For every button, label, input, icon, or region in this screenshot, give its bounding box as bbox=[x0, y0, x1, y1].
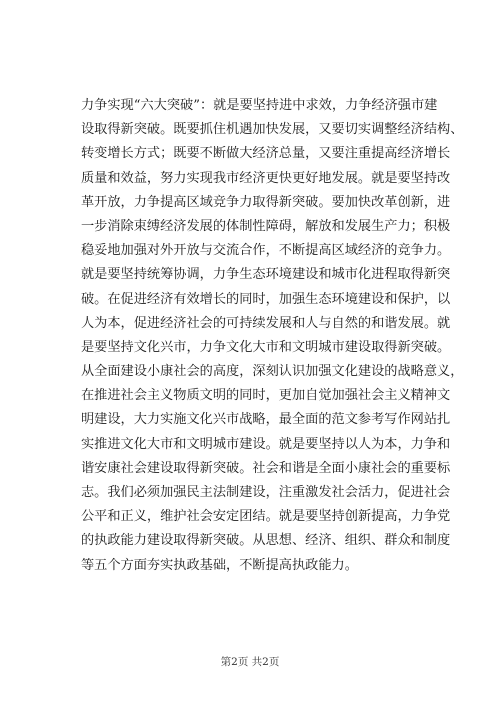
text-line: 革开放，力争提高区域竞争力取得新突破。要加快改革创新，进 bbox=[81, 194, 451, 210]
text-line: 人为本，促进经济社会的可持续发展和人与自然的和谐发展。就 bbox=[81, 315, 451, 331]
text-line-last: 等五个方面夯实执政基础，不断提高执政能力。 bbox=[81, 557, 358, 573]
text-line: 明建设，大力实施文化兴市战略，最全面的范文参考写作网站扎 bbox=[81, 412, 451, 428]
text-line: 破。在促进经济有效增长的同时，加强生态环境建设和保护，以 bbox=[81, 291, 451, 307]
text-line: 从全面建设小康社会的高度，深刻认识加强文化建设的战略意义， bbox=[81, 364, 464, 380]
text-line: 转变增长方式；既要不断做大经济总量，又要注重提高经济增长 bbox=[81, 146, 451, 162]
page-number-footer: 第2页 共2页 bbox=[220, 656, 280, 668]
text-line: 志。我们必须加强民主法制建设，注重激发社会活力，促进社会 bbox=[81, 485, 451, 500]
text-line: 的执政能力建设取得新突破。从思想、经济、组织、群众和制度 bbox=[81, 533, 451, 549]
text-line: 实推进文化大市和文明城市建设。就是要坚持以人为本，力争和 bbox=[81, 436, 451, 452]
text-line: 是要坚持文化兴市，力争文化大市和文明城市建设取得新突破。 bbox=[81, 339, 451, 355]
text-line: 力争实现“六大突破”：就是要坚持进中求效，力争经济强市建 bbox=[81, 98, 438, 113]
text-line: 谐安康社会建设取得新突破。社会和谐是全面小康社会的重要标 bbox=[81, 460, 451, 476]
text-line: 质量和效益，努力实现我市经济更快更好地发展。就是要坚持改 bbox=[81, 170, 451, 186]
text-line: 公平和正义，维护社会安定团结。就是要坚持创新提高，力争党 bbox=[81, 509, 451, 525]
text-line: 设取得新突破。既要抓住机遇加快发展，又要切实调整经济结构、 bbox=[81, 122, 464, 138]
text-line: 在推进社会主义物质文明的同时，更加自觉加强社会主义精神文 bbox=[81, 388, 451, 404]
text-line: 稳妥地加强对外开放与交流合作，不断提高区域经济的竞争力。 bbox=[81, 243, 451, 259]
body-paragraph bbox=[81, 94, 464, 578]
text-line: 就是要坚持统筹协调，力争生态环境建设和城市化进程取得新突 bbox=[81, 267, 451, 283]
text-line: 一步消除束缚经济发展的体制性障碍，解放和发展生产力；积极 bbox=[81, 218, 451, 234]
